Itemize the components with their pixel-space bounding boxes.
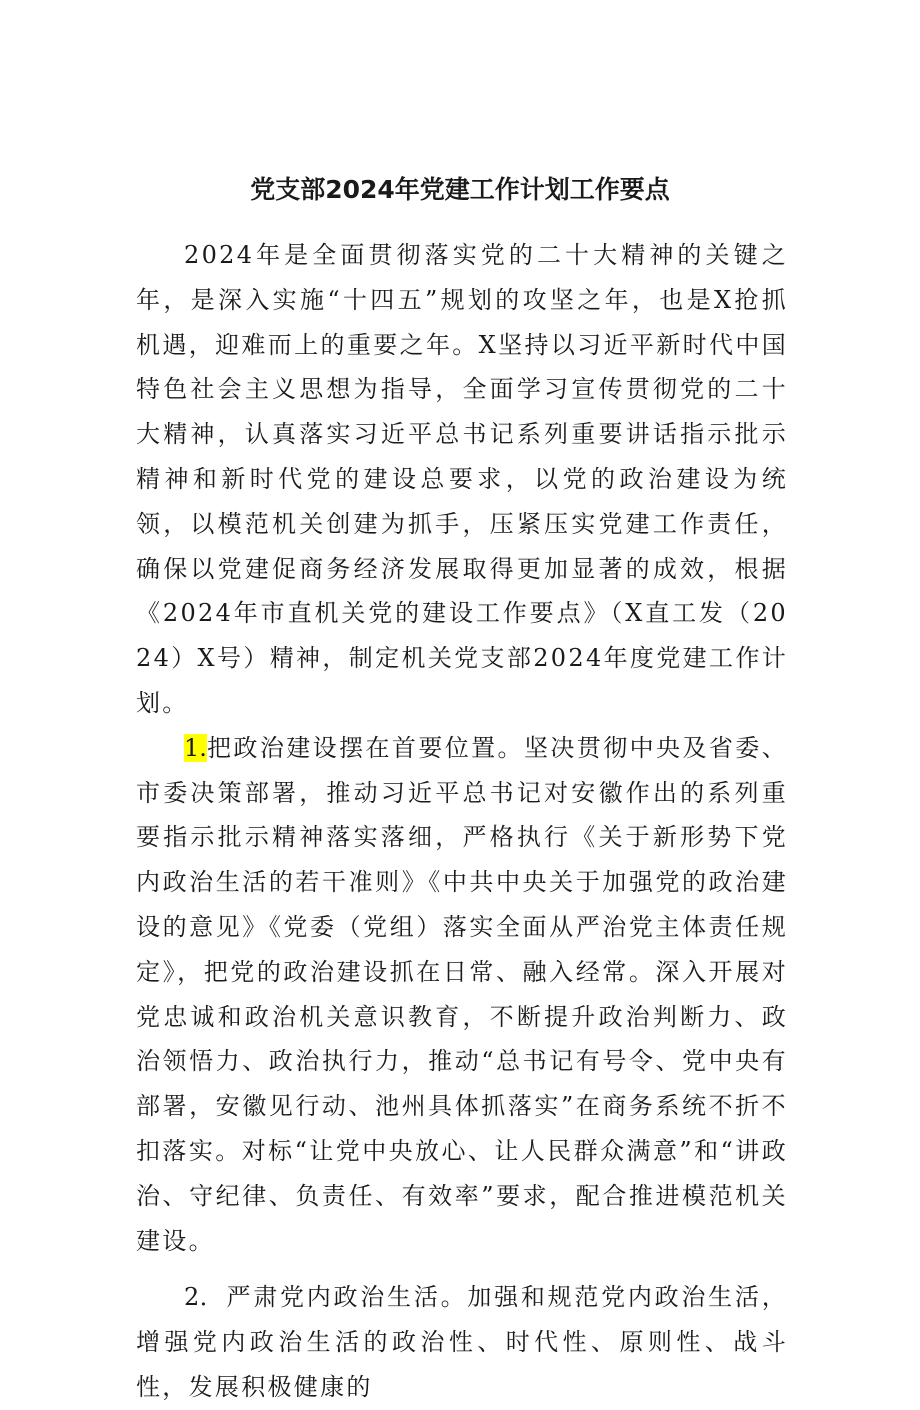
document-title: 党支部2024年党建工作计划工作要点	[250, 175, 670, 204]
item-1-number-highlight: 1.	[184, 733, 207, 762]
intro-paragraph: 2024年是全面贯彻落实党的二十大精神的关键之年，是深入实施“十四五”规划的攻坚之年，也是X抢抓机遇，迎难而上的重要之年。X坚持以习近平新时代中国特色社会主义思想为指导，全面学习宣传贯彻党的二十大精神，认真落实习近平总书记系列重要讲话指示批示精神和新时代党的建设总要求，以党的政治建设为统领，以模范机关创建为抓手，压紧压实党建工作责任，确保以党建促商务经济发展取得更加显著的成效，根据《2024年市直机关党的建设工作要点》（X直工发（2024）X号）精神，制定机关党支部2024年度党建工作计划。	[136, 241, 788, 717]
item-1-text: 把政治建设摆在首要位置。坚决贯彻中央及省委、市委决策部署，推动习近平总书记对安徽作出的系列重要指示批示精神落实落细，严格执行《关于新形势下党内政治生活的若干准则》《中共中央关于加强党的政治建设的意见》《党委（党组）落实全面从严治党主体责任规定》，把党的政治建设抓在日常、融入经常。深入开展对党忠诚和政治机关意识教育，不断提升政治判断力、政治领悟力、政治执行力，推动“总书记有号令、党中央有部署，安徽见行动、池州具体抓落实”在商务系统不折不扣落实。对标“让党中央放心、让人民群众满意”和“讲政治、守纪律、负责任、有效率”要求，配合推进模范机关建设。	[136, 733, 788, 1255]
item-1-paragraph	[136, 726, 788, 1264]
document-body	[136, 233, 788, 1410]
item-2-paragraph	[136, 1275, 788, 1409]
item-2-text: ．严肃党内政治生活。加强和规范党内政治生活，增强党内政治生活的政治性、时代性、原则性、战斗性，发展积极健康的	[136, 1283, 788, 1401]
item-2-number: 2	[184, 1283, 200, 1312]
